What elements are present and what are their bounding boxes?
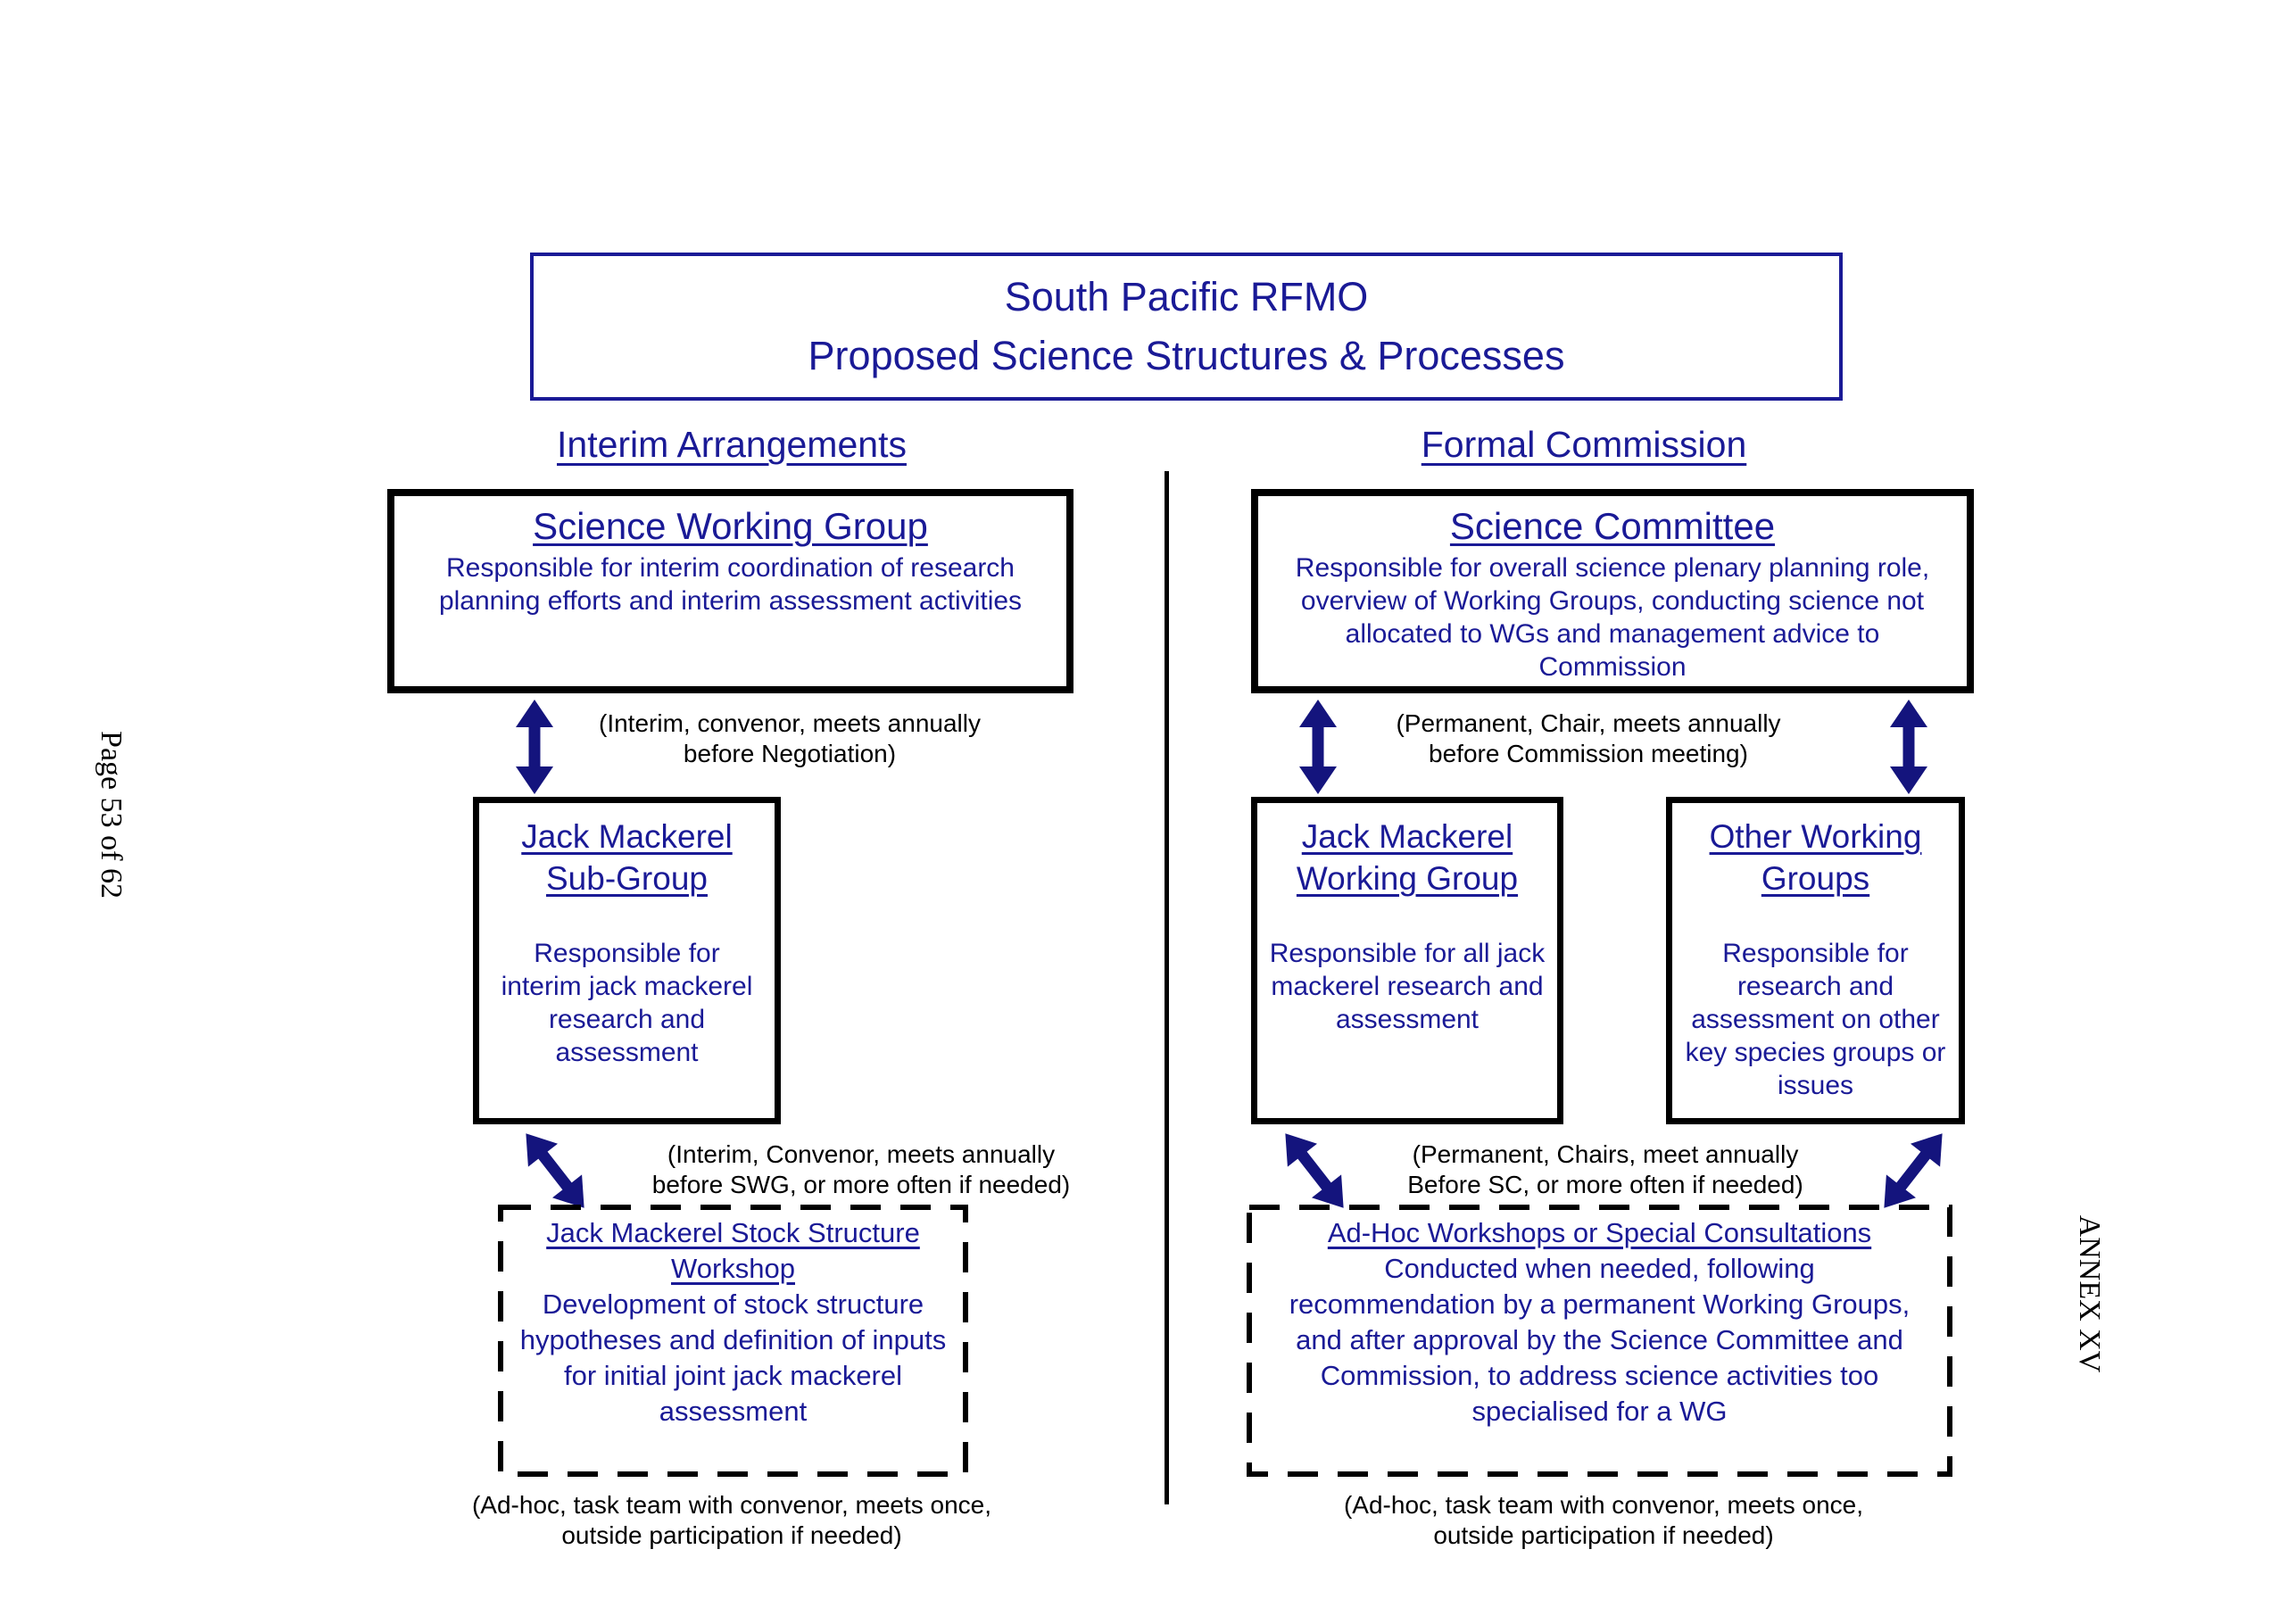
jack-mackerel-working-group-heading-2: Working Group bbox=[1296, 860, 1519, 897]
title-box bbox=[530, 253, 1843, 401]
annotation-permanent-chairs bbox=[1338, 1139, 1873, 1200]
jack-mackerel-sub-group-heading-1: Jack Mackerel bbox=[521, 818, 733, 855]
jack-mackerel-working-group-body: Responsible for all jack mackerel research and assessment bbox=[1269, 939, 1546, 1034]
annotation-line: (Interim, Convenor, meets annually bbox=[667, 1140, 1056, 1168]
workshop-heading-1: Jack Mackerel Stock Structure bbox=[546, 1217, 920, 1248]
jack-mackerel-stock-structure-workshop-box bbox=[498, 1205, 968, 1477]
annotation-line: outside participation if needed) bbox=[1433, 1521, 1774, 1549]
jack-mackerel-sub-group-box bbox=[473, 797, 781, 1124]
jack-mackerel-sub-group-body: Responsible for interim jack mackerel research and assessment bbox=[501, 939, 753, 1067]
jack-mackerel-sub-group-heading-2: Sub-Group bbox=[546, 860, 708, 897]
annotation-line: outside participation if needed) bbox=[561, 1521, 902, 1549]
title-line-1: South Pacific RFMO bbox=[1004, 274, 1369, 319]
science-committee-box bbox=[1251, 489, 1974, 693]
annex-side-text: ANNEX XV bbox=[2073, 1214, 2106, 1373]
column-header-interim-arrangements: Interim Arrangements bbox=[557, 424, 907, 465]
annotation-permanent-chair bbox=[1321, 708, 1856, 769]
science-committee-body: Responsible for overall science plenary planning role, overview of Working Groups, conducting science not allocated to WGs and management advice to Commission bbox=[1295, 553, 1930, 682]
ad-hoc-workshops-heading: Ad-Hoc Workshops or Special Consultations bbox=[1327, 1217, 1872, 1248]
title-line-2: Proposed Science Structures & Processes bbox=[808, 333, 1565, 378]
ad-hoc-workshops-body: Conducted when needed, following recommendation by a permanent Working Groups, and after approval by the Science Committee and Commission, to address science activities too specialised for a WG bbox=[1289, 1253, 1911, 1427]
science-working-group-body: Responsible for interim coordination of research planning efforts and interim assessment activities bbox=[438, 553, 1023, 616]
workshop-heading-2: Workshop bbox=[671, 1253, 795, 1284]
column-header-formal-commission: Formal Commission bbox=[1421, 424, 1747, 465]
other-working-groups-body: Responsible for research and assessment on other key species groups or issues bbox=[1685, 939, 1946, 1100]
annotation-line: (Ad-hoc, task team with convenor, meets once, bbox=[1343, 1491, 1864, 1519]
workshop-body: Development of stock structure hypotheses and definition of inputs for initial joint jack mackerel assessment bbox=[519, 1288, 947, 1427]
annotation-interim-convenor bbox=[522, 708, 1057, 769]
annotation-line: (Interim, convenor, meets annually bbox=[599, 709, 981, 737]
jack-mackerel-working-group-heading-1: Jack Mackerel bbox=[1301, 818, 1513, 855]
annotation-adhoc-task-team-right bbox=[1291, 1490, 1916, 1551]
science-committee-heading: Science Committee bbox=[1449, 505, 1776, 547]
ad-hoc-workshops-box bbox=[1247, 1205, 1952, 1477]
jack-mackerel-working-group-box bbox=[1251, 797, 1563, 1124]
annotation-line: (Ad-hoc, task team with convenor, meets once, bbox=[471, 1491, 992, 1519]
other-working-groups-heading-1: Other Working bbox=[1709, 818, 1922, 855]
annotation-line: Before SC, or more often if needed) bbox=[1407, 1171, 1803, 1198]
double-arrow-icon bbox=[1884, 697, 1934, 797]
page-number-side-text: Page 53 of 62 bbox=[95, 731, 128, 899]
annotation-line: before Commission meeting) bbox=[1429, 740, 1748, 767]
annotation-line: (Permanent, Chair, meets annually bbox=[1396, 709, 1781, 737]
other-working-groups-box bbox=[1666, 797, 1965, 1124]
annotation-interim-convenor-swg bbox=[593, 1139, 1129, 1200]
annotation-line: (Permanent, Chairs, meet annually bbox=[1412, 1140, 1799, 1168]
column-divider-line bbox=[1165, 471, 1169, 1504]
annotation-line: before Negotiation) bbox=[683, 740, 897, 767]
annotation-adhoc-task-team-left bbox=[419, 1490, 1044, 1551]
science-working-group-box bbox=[387, 489, 1073, 693]
other-working-groups-heading-2: Groups bbox=[1761, 860, 1870, 897]
annotation-line: before SWG, or more often if needed) bbox=[651, 1171, 1071, 1198]
science-working-group-heading: Science Working Group bbox=[533, 505, 928, 547]
